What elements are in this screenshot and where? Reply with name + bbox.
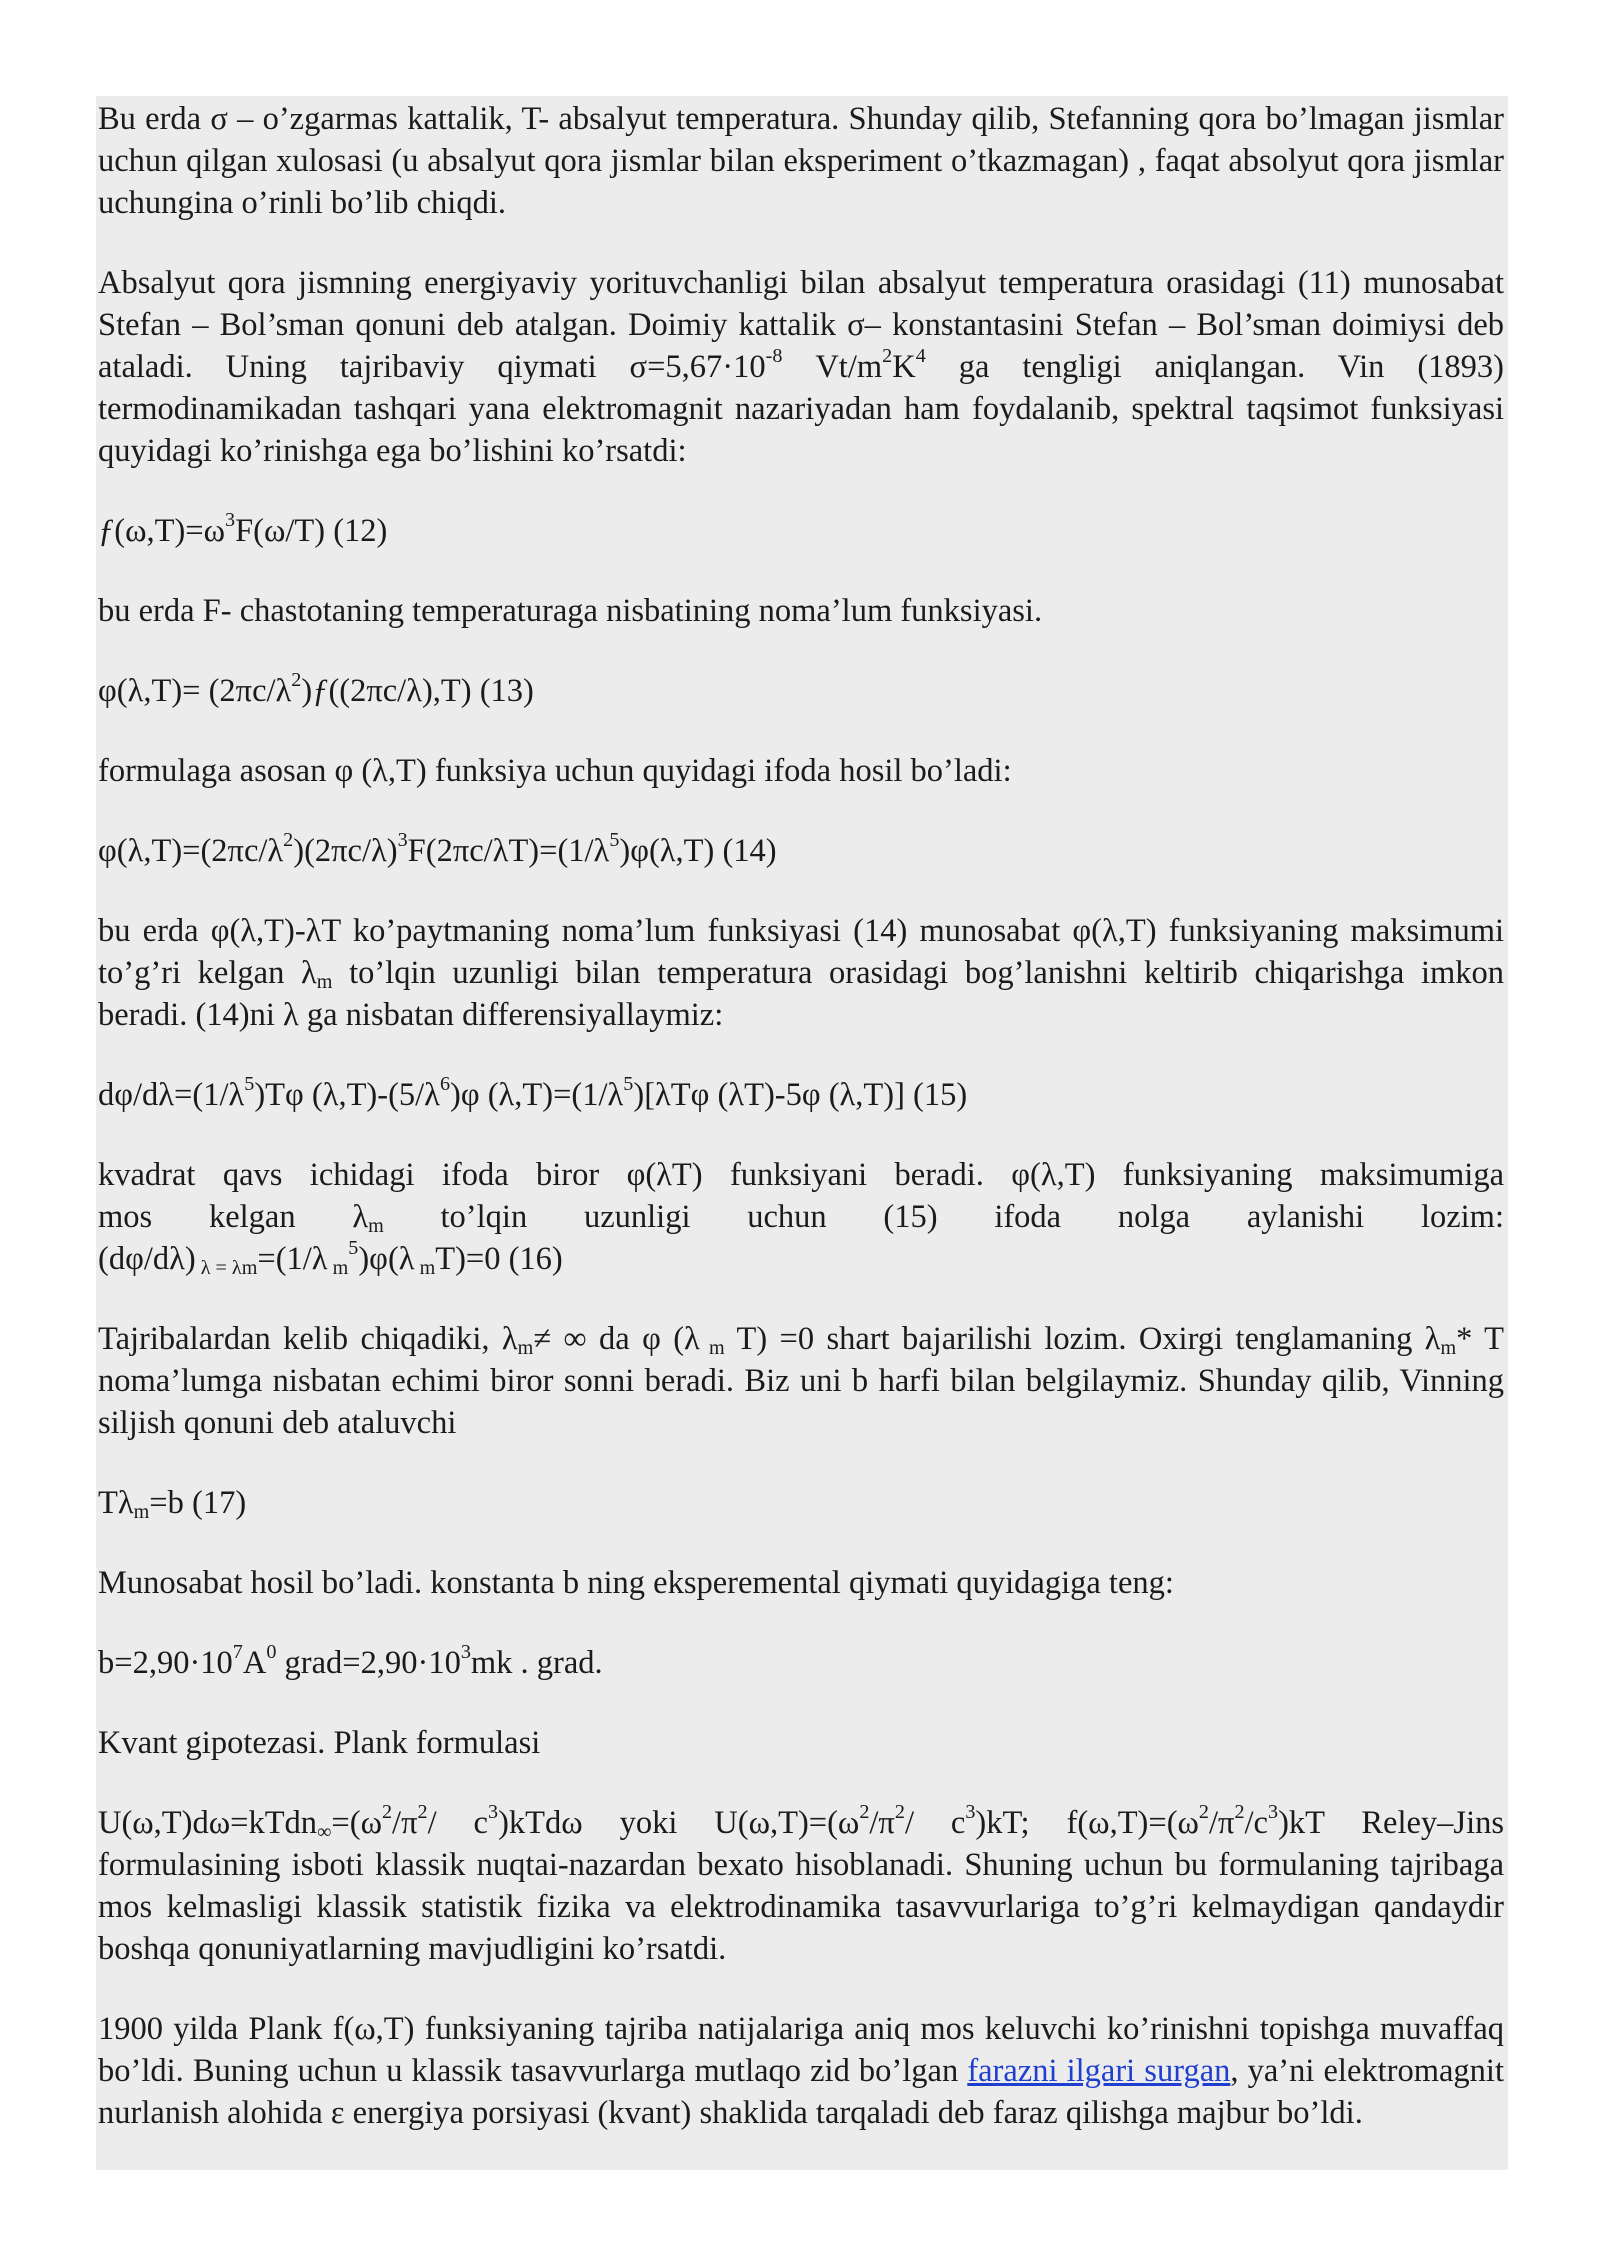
paragraph-square-bracket: [98, 1154, 1504, 1280]
formula-13: $\varphi(\lambda,T)= (2\pi c/\lambda^2)ƒ((2\pi c/\lambda),T)$ (13): [98, 668, 534, 709]
formula-15: $d\varphi/d\lambda=(1/\lambda^5)T\varphi$ $(\lambda,T)-(5/\lambda^6)\varphi$ $(\lambda,T)=(1/\lambda^5)[\lambda T\varphi$ (λT)-5φ (λ,T)] (15): [98, 1072, 968, 1113]
paragraph-stefan-boltzmann: Absalyut qora jismning energiyaviy yorituvchanligi bilan absalyut temperatura orasidagi (11) munosabat Stefan – Bol’sman qonuni deb atalgan. Doimiy kattalik σ– konstantasini Stefan – Bol’sman doimiysi deb ataladi. Uning tajribaviy qiymati $\sigma=5,67\cdot 10^{-8}$ $Vt/m^2K^4$ ga tengligi aniqlangan. Vin (1893) termodinamikadan tashqari yana elektromagnit nazariyadan ham foydalanib, spektral taqsimot funksiyasi quyidagi ko’rinishga ega bo’lishini ko’rsatdi:: [98, 265, 1504, 469]
paragraph-maximum-wavelength: bu erda φ(λ,T)-λT ko’paytmaning noma’lum funksiyasi (14) munosabat φ(λ,T) funksiyaning maksimumi to’g’ri kelgan $\lambda_m$ to’lqin uzunligi bilan temperatura orasidagi bog’lanishni keltirib chiqarishga imkon beradi. (14)ni λ ga nisbatan differensiyallaymiz:: [98, 913, 1504, 1033]
paragraph-wien-displacement: Tajribalardan kelib chiqadiki, $\lambda_m\ne$ ∞ da φ (λ $_m$ T) =0 shart bajarilishi lozim. Oxirgi tenglamaning $\lambda_m*$ T noma’lumga nisbatan echimi biror sonni beradi. Biz uni b harfi bilan belgilaymiz. Shunday qilib, Vinning siljish qonuni deb ataluvchi: [98, 1321, 1504, 1441]
document-page: [96, 96, 1508, 2170]
paragraph-formula-basis: formulaga asosan φ (λ,T) funksiya uchun quyidagi ifoda hosil bo’ladi:: [98, 753, 1012, 789]
paragraph-stefan-conclusion: Bu erda σ – o’zgarmas kattalik, T- absalyut temperatura. Shunday qilib, Stefanning qora bo’lmagan jismlar uchun qilgan xulosasi (u absalyut qora jismlar bilan eksperiment o’tkazmagan) , faqat absolyut qora jismlar uchungina o’rinli bo’lib chiqdi.: [98, 101, 1504, 221]
paragraph-rayleigh-jeans: $U(\omega,T)d\omega=kTdn_\infty=(\omega^2/\pi^2/$ $c^3)kTd\omega$ yoki $U(\omega,T)=(\omega^2/\pi^2/$ $c^3)kT$; $f(\omega,T)=(\omega^2/\pi^2/c^3)kT$ Reley–Jins formulasining isboti klassik nuqtai-nazardan bexato hisoblanadi. Shuning uchun bu formulaning tajribaga mos kelmasligi klassik statistik fizika va elektrodinamika tasavvurlariga to’g’ri kelmaydigan qandaydir boshqa qonuniyatlarning mavjudligini ko’rsatdi.: [98, 1800, 1504, 1967]
formula-b-value: $b=2,90\cdot 10^7A^0$ $grad=2,90\cdot 10^3mk$ . grad.: [98, 1640, 603, 1681]
paragraph-line: mos kelgan $\lambda_m$ to’lqin uzunligi uchun (15) ifoda nolga aylanishi lozim:: [98, 1199, 1504, 1238]
paragraph-constant-b: Munosabat hosil bo’ladi. konstanta b ning eksperemental qiymati quyidagiga teng:: [98, 1565, 1174, 1601]
paragraph-planck-1900: 1900 yilda Plank f(ω,T) funksiyaning tajriba natijalariga aniq mos keluvchi ko’rinishni topishga muvaffaq bo’ldi. Buning uchun u klassik tasavvurlarga mutlaqo zid bo’lgan farazni ilgari surgan, ya’ni elektromagnit nurlanish alohida ε energiya porsiyasi (kvant) shaklida tarqaladi deb faraz qilishga majbur bo’ldi.: [98, 2011, 1504, 2131]
paragraph-f-definition: bu erda F- chastotaning temperaturaga nisbatining noma’lum funksiyasi.: [98, 593, 1043, 629]
formula-16: (dφ/dλ) $_{\lambda = \lambda m}$=(1/λ $_m^5$)φ(λ $_m$T)=0 (16): [98, 1236, 563, 1280]
formula-14: $\varphi(\lambda,T)=(2\pi c/\lambda^2)(2\pi c/\lambda)^3F(2\pi c/\lambda T)=(1/\lambda^5)\varphi(\lambda,T)$ (14): [98, 828, 777, 869]
paragraph-line: kvadrat qavs ichidagi ifoda biror φ(λT) funksiyani beradi. φ(λ,T) funksiyaning maksimumiga: [98, 1157, 1504, 1193]
section-heading-quantum-hypothesis: Kvant gipotezasi. Plank formulasi: [98, 1725, 541, 1761]
hypothesis-link[interactable]: farazni ilgari surgan: [967, 2053, 1231, 2089]
formula-12: $ƒ(\omega,T)=\omega^3F(\omega/T)$ (12): [98, 508, 388, 549]
formula-17: $T\lambda_m=b$ (17): [98, 1485, 247, 1524]
